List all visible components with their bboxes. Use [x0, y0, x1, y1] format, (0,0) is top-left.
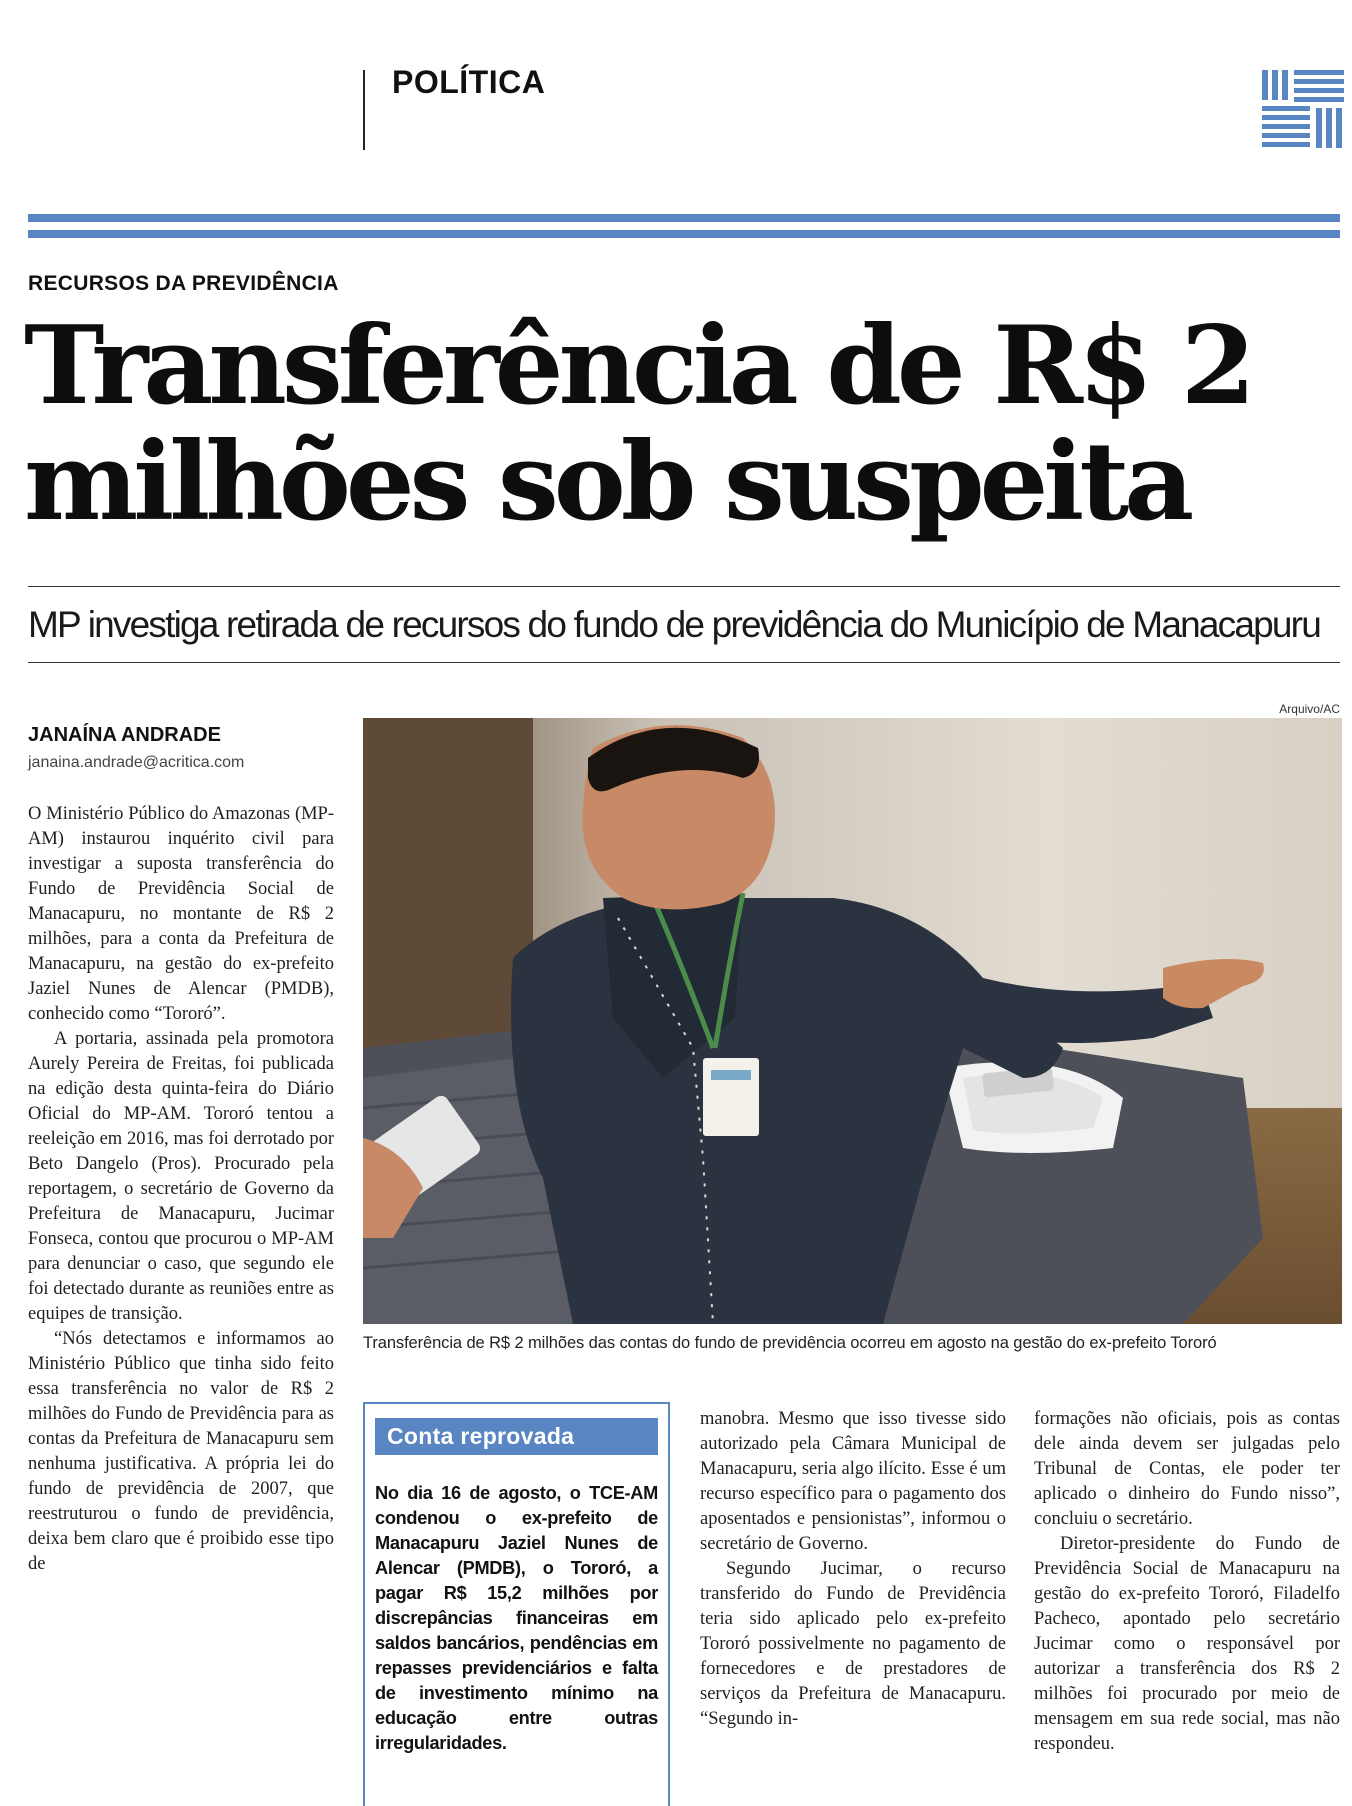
paragraph: formações não oficiais, pois as contas dele ainda devem ser julgadas pelo Tribunal de Contas, ele poder ter aplicado o dinheiro do Fundo nisso”, concluiu o secretário. — [1034, 1409, 1340, 1529]
sidebar-box-title: Conta reprovada — [375, 1418, 658, 1455]
author-name: JANAÍNA ANDRADE — [28, 724, 221, 746]
page-header — [0, 0, 1352, 200]
author-email: janaina.andrade@acritica.com — [28, 754, 245, 771]
header-stripes — [28, 214, 1340, 242]
section-label: POLÍTICA — [392, 64, 546, 100]
newspaper-logo-icon — [1262, 70, 1344, 150]
subhead-top-rule — [28, 586, 1340, 587]
article-column-1 — [28, 802, 334, 1577]
subhead-bottom-rule — [28, 662, 1340, 663]
header-divider — [363, 70, 365, 150]
headline-line-2: milhões sob suspeita — [24, 419, 1190, 545]
article-column-4 — [1034, 1407, 1340, 1757]
photo-caption: Transferência de R$ 2 milhões das contas do fundo de previdência ocorreu em agosto na gestão do ex-prefeito Tororó — [363, 1334, 1217, 1352]
article-headline — [24, 303, 1344, 545]
paragraph: Segundo Jucimar, o recurso transferido do Fundo de Previdência teria sido aplicado pelo ex-prefeito Tororó possivelmente no pagamento de fornecedores e de prestadores de serviços da Prefeitura de Manacapuru. “Segundo in- — [700, 1559, 1006, 1729]
paragraph: manobra. Mesmo que isso tivesse sido autorizado pela Câmara Municipal de Manacapuru, seria algo ilícito. Esse é um recurso específico para o pagamento dos aposentados e pensionistas”, informou o secretário de Governo. — [700, 1409, 1006, 1554]
paragraph: A portaria, assinada pela promotora Aurely Pereira de Freitas, foi publicada na edição desta quinta-feira do Diário Oficial do MP-AM. Tororó tentou a reeleição em 2016, mas foi derrotado por Beto Dangelo (Pros). Procurado pela reportagem, o secretário de Governo da Prefeitura de Manacapuru, Jucimar Fonseca, contou que procurou o MP-AM para denunciar o caso, que segundo ele foi detectado durante as reuniões entre as equipes de transição. — [28, 1029, 334, 1324]
sidebar-box — [363, 1402, 670, 1806]
sidebar-box-text: No dia 16 de agosto, o TCE-AM condenou o ex-prefeito de Manacapuru Jaziel Nunes de Alencar (PMDB), o Tororó, a pagar R$ 15,2 milhões por discrepâncias financeiras em saldos bancários, pendências em repasses previdenciários e falta de investimento mínimo na educação entre outras irregularidades. — [375, 1483, 658, 1753]
article-photo — [363, 718, 1342, 1324]
article-column-3 — [700, 1407, 1006, 1732]
man-photo-illustration — [363, 718, 1342, 1324]
article-subhead: MP investiga retirada de recursos do fundo de previdência do Município de Manacapuru — [28, 604, 1320, 645]
paragraph: Diretor-presidente do Fundo de Previdência Social de Manacapuru na gestão do ex-prefeito Tororó, Filadelfo Pacheco, apontado pelo secretário Jucimar como o responsável por autorizar a transferência dos R$ 2 milhões foi procurado por meio de mensagem em sua rede social, mas não respondeu. — [1034, 1534, 1340, 1754]
paragraph: “Nós detectamos e informamos ao Ministério Público que tinha sido feito essa transferência no valor de R$ 2 milhões do Fundo de Previdência para as contas da Prefeitura de Manacapuru sem nenhuma justificativa. A própria lei do fundo de previdência de 2007, que reestruturou o fundo de previdência, deixa bem claro que é proibido esse tipo de — [28, 1329, 334, 1574]
photo-credit: Arquivo/AC — [1279, 702, 1340, 716]
article-kicker: RECURSOS DA PREVIDÊNCIA — [28, 272, 339, 295]
headline-line-1: Transferência de R$ 2 — [24, 303, 1251, 429]
paragraph: O Ministério Público do Amazonas (MP-AM) instaurou inquérito civil para investigar a suposta transferência do Fundo de Previdência Social de Manacapuru, no montante de R$ 2 milhões, para a conta da Prefeitura de Manacapuru, na gestão do ex-prefeito Jaziel Nunes de Alencar (PMDB), conhecido como “Tororó”. — [28, 804, 334, 1024]
